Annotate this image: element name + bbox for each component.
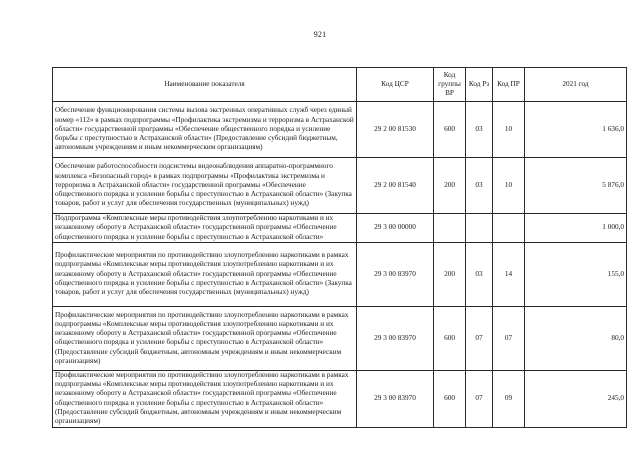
table-row [53, 306, 627, 370]
row-code: 29 3 00 00000 [357, 214, 434, 243]
header-group: Код группы ВР [434, 68, 466, 102]
row-pr: 10 [493, 102, 525, 158]
row-name: Обеспечение работоспособности подсистемы видеонаблюдения аппаратно-программного комплекса «Безопасный город» в рамках подпрограммы «Профилактика экстремизма и терроризма в Астраханской области» государственной программы «Обеспечение общественного порядка и усиление борьбы с преступностью в Астраханской области» (Закупка товаров, работ и услуг для обеспечения государственных (муниципальных) нужд) [53, 158, 357, 214]
header-name: Наименование показателя [53, 68, 357, 102]
row-code: 29 2 00 81530 [357, 102, 434, 158]
header-code: Код ЦСР [357, 68, 434, 102]
row-name: Профилактические мероприятия по противодействию злоупотреблению наркотиками в рамках подпрограммы «Комплексные меры противодействия злоупотреблению наркотиками и их незаконному обороту в Астраханской области» государственной программы «Обеспечение общественного порядка и усиление борьбы с преступностью в Астраханской области» (Закупка товаров, работ и услуг для обеспечения государственных (муниципальных) нужд) [53, 242, 357, 306]
table-row [53, 370, 627, 427]
row-name: Профилактические мероприятия по противодействию злоупотреблению наркотиками в рамках подпрограммы «Комплексные меры противодействия злоупотреблению наркотиками и их незаконному обороту в Астраханской области» государственной программы «Обеспечение общественного порядка и усиление борьбы с преступностью в Астраханской области» (Предоставление субсидий бюджетным, автономным учреждениям и иным некоммерческим организациям) [53, 370, 357, 427]
row-rz: 03 [466, 158, 493, 214]
row-amount: 5 876,0 [525, 158, 627, 214]
row-name: Обеспечение функционирования системы вызова экстренных оперативных служб через единый номер «112» в рамках подпрограммы «Профилактика экстремизма и терроризма в Астраханской области» государственной программы «Обеспечение общественного порядка и усиление борьбы с преступностью в Астраханской области» (Предоставление субсидий бюджетным, автономным учреждениям и иным некоммерческим организациям) [53, 102, 357, 158]
header-year: 2021 год [525, 68, 627, 102]
row-rz: 07 [466, 306, 493, 370]
header-pr: Код ПР [493, 68, 525, 102]
budget-table [52, 67, 627, 428]
row-rz: 03 [466, 102, 493, 158]
table-row [53, 214, 627, 243]
row-group [434, 214, 466, 243]
row-code: 29 3 00 83970 [357, 306, 434, 370]
row-amount: 155,0 [525, 242, 627, 306]
header-rz: Код Рз [466, 68, 493, 102]
row-amount: 1 636,0 [525, 102, 627, 158]
row-amount: 80,0 [525, 306, 627, 370]
table-row [53, 158, 627, 214]
row-group: 600 [434, 370, 466, 427]
row-group: 600 [434, 102, 466, 158]
row-amount: 245,0 [525, 370, 627, 427]
header-row [53, 68, 627, 102]
row-amount: 1 000,0 [525, 214, 627, 243]
row-name: Подпрограмма «Комплексные меры противодействия злоупотреблению наркотиками и их незаконному обороту в Астраханской области» государственной программы «Обеспечение общественного порядка и усиление борьбы с преступностью в Астраханской области» [53, 214, 357, 243]
table-row [53, 242, 627, 306]
row-rz: 07 [466, 370, 493, 427]
row-pr: 07 [493, 306, 525, 370]
page-number: 921 [313, 30, 327, 39]
row-pr: 14 [493, 242, 525, 306]
row-code: 29 3 00 83970 [357, 370, 434, 427]
row-code: 29 2 00 81540 [357, 158, 434, 214]
row-rz [466, 214, 493, 243]
row-pr: 10 [493, 158, 525, 214]
row-pr [493, 214, 525, 243]
row-group: 200 [434, 158, 466, 214]
row-code: 29 3 00 83970 [357, 242, 434, 306]
row-pr: 09 [493, 370, 525, 427]
row-rz: 03 [466, 242, 493, 306]
row-group: 600 [434, 306, 466, 370]
row-name: Профилактические мероприятия по противодействию злоупотреблению наркотиками в рамках подпрограммы «Комплексные меры противодействия злоупотреблению наркотиками и их незаконному обороту в Астраханской области» государственной программы «Обеспечение общественного порядка и усиление борьбы с преступностью в Астраханской области» (Предоставление субсидий бюджетным, автономным учреждениям и иным некоммерческим организациям) [53, 306, 357, 370]
table-row [53, 102, 627, 158]
row-group: 200 [434, 242, 466, 306]
